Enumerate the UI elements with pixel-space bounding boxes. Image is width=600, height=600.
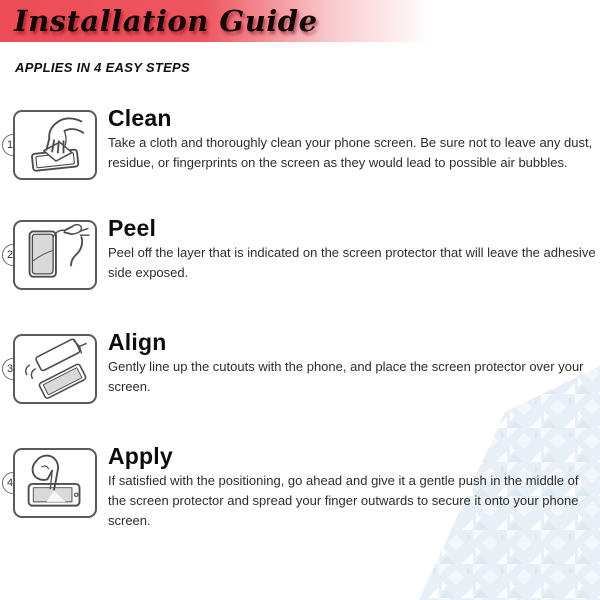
- step-1-icon-box: [13, 110, 97, 180]
- step-3-number: 3: [7, 363, 14, 375]
- step-4-icon-frame: [7, 448, 97, 518]
- step-2-text: [108, 216, 600, 283]
- subtitle: APPLIES IN 4 EASY STEPS: [15, 60, 190, 75]
- align-protector-icon: [15, 336, 95, 402]
- step-title: Apply: [108, 443, 173, 469]
- step-4-icon-box: [13, 448, 97, 518]
- step-1-text: [108, 106, 600, 173]
- step-2-icon-frame: [7, 220, 97, 290]
- step-description: Gently line up the cutouts with the phone, and place the screen protector over your screen.: [108, 359, 584, 394]
- step-title: Clean: [108, 105, 172, 131]
- page-title: Installation Guide: [14, 4, 318, 38]
- step-1-icon-frame: [7, 110, 97, 180]
- step-3-icon-box: [13, 334, 97, 404]
- step-description: Take a cloth and thoroughly clean your phone screen. Be sure not to leave any dust, residue, or fingerprints on the screen as they would lead to possible air bubbles.: [108, 135, 593, 170]
- step-4-text: [108, 444, 600, 531]
- step-3-icon-frame: [7, 334, 97, 404]
- step-title: Peel: [108, 215, 157, 241]
- step-title: Align: [108, 329, 167, 355]
- step-3-text: [108, 330, 600, 397]
- peel-film-icon: [15, 222, 95, 288]
- step-description: If satisfied with the positioning, go ahead and give it a gentle push in the middle of the screen protector and spread your finger outwards to secure it onto your phone screen.: [108, 473, 579, 528]
- step-1-number: 1: [7, 139, 14, 151]
- cloth-wipe-icon: [15, 112, 95, 178]
- header-banner: [0, 0, 600, 42]
- step-2-icon-box: [13, 220, 97, 290]
- step-2-number: 2: [7, 249, 14, 261]
- press-apply-icon: [15, 450, 95, 516]
- step-4-number: 4: [7, 477, 14, 489]
- step-description: Peel off the layer that is indicated on the screen protector that will leave the adhesive side exposed.: [108, 245, 596, 280]
